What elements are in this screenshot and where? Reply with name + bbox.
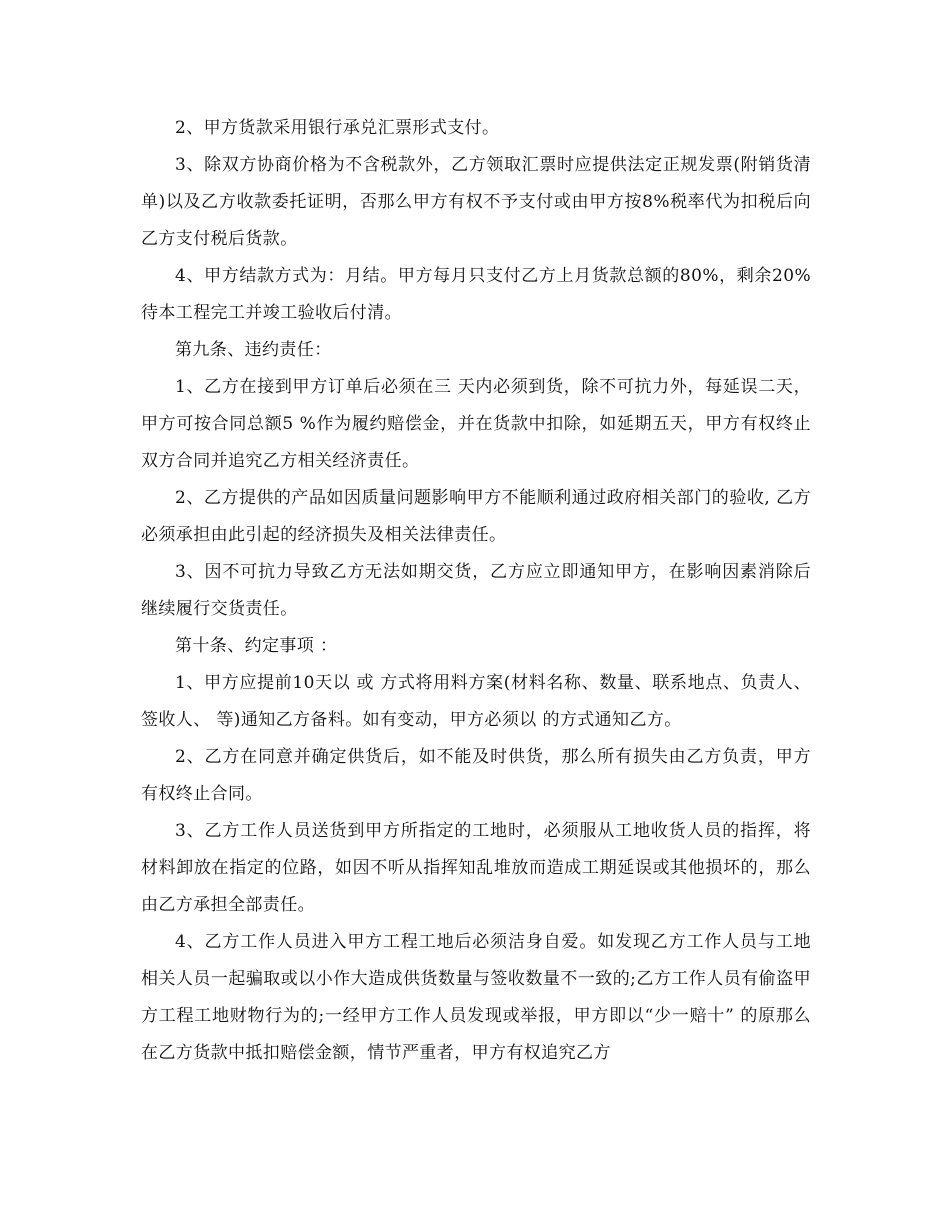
article-ten-heading: 第十条、约定事项 ： xyxy=(175,636,338,656)
document-body xyxy=(141,110,811,1072)
clause-delivery-delay: 1、乙方在接到甲方订单后必须在三 天内必须到货，除不可抗力外，每延误二天，甲方可按合同总额5 %作为履约赔偿金，并在货款中扣除，如延期五天，甲方有权终止双方合同并追究乙方相关经济责任。 xyxy=(141,377,811,471)
clause-material-plan-notice: 1、甲方应提前10天以 或 方式将用料方案(材料名称、数量、联系地点、负责人、签收人、 等)通知乙方备料。如有变动，甲方必须以 的方式通知乙方。 xyxy=(141,673,811,730)
clause-invoice-requirement: 3、除双方协商价格为不含税款外，乙方领取汇票时应提供法定正规发票(附销货清单)以及乙方收款委托证明，否那么甲方有权不予支付或由甲方按8%税率代为扣税后向乙方支付税后货款。 xyxy=(141,155,811,249)
clause-force-majeure: 3、因不可抗力导致乙方无法如期交货，乙方应立即通知甲方，在影响因素消除后继续履行交货责任。 xyxy=(141,562,811,619)
clause-staff-conduct: 4、乙方工作人员进入甲方工程工地后必须洁身自爱。如发现乙方工作人员与工地相关人员一起骗取或以小作大造成供货数量与签收数量不一致的;乙方工作人员有偷盗甲方工程工地财物行为的;一经甲方工作人员发现或举报，甲方即以“少一赔十” 的原那么在乙方货款中抵扣赔偿金额，情节严重者，甲方有权追究乙方 xyxy=(141,932,811,1063)
clause-settlement-method: 4、甲方结款方式为：月结。甲方每月只支付乙方上月货款总额的80%，剩余20%待本工程完工并竣工验收后付清。 xyxy=(141,266,811,323)
clause-quality-liability: 2、乙方提供的产品如因质量问题影响甲方不能顺利通过政府相关部门的验收, 乙方必须承担由此引起的经济损失及相关法律责任。 xyxy=(141,488,811,545)
clause-site-delivery: 3、乙方工作人员送货到甲方所指定的工地时，必须服从工地收货人员的指挥，将材料卸放在指定的位路，如因不听从指挥知乱堆放而造成工期延误或其他损坏的，那么由乙方承担全部责任。 xyxy=(141,821,811,915)
clause-payment-method: 2、甲方货款采用银行承兑汇票形式支付。 xyxy=(175,118,500,138)
article-nine-heading: 第九条、违约责任： xyxy=(175,340,332,360)
clause-supply-failure: 2、乙方在同意并确定供货后，如不能及时供货，那么所有损失由乙方负责，甲方有权终止合同。 xyxy=(141,747,811,804)
